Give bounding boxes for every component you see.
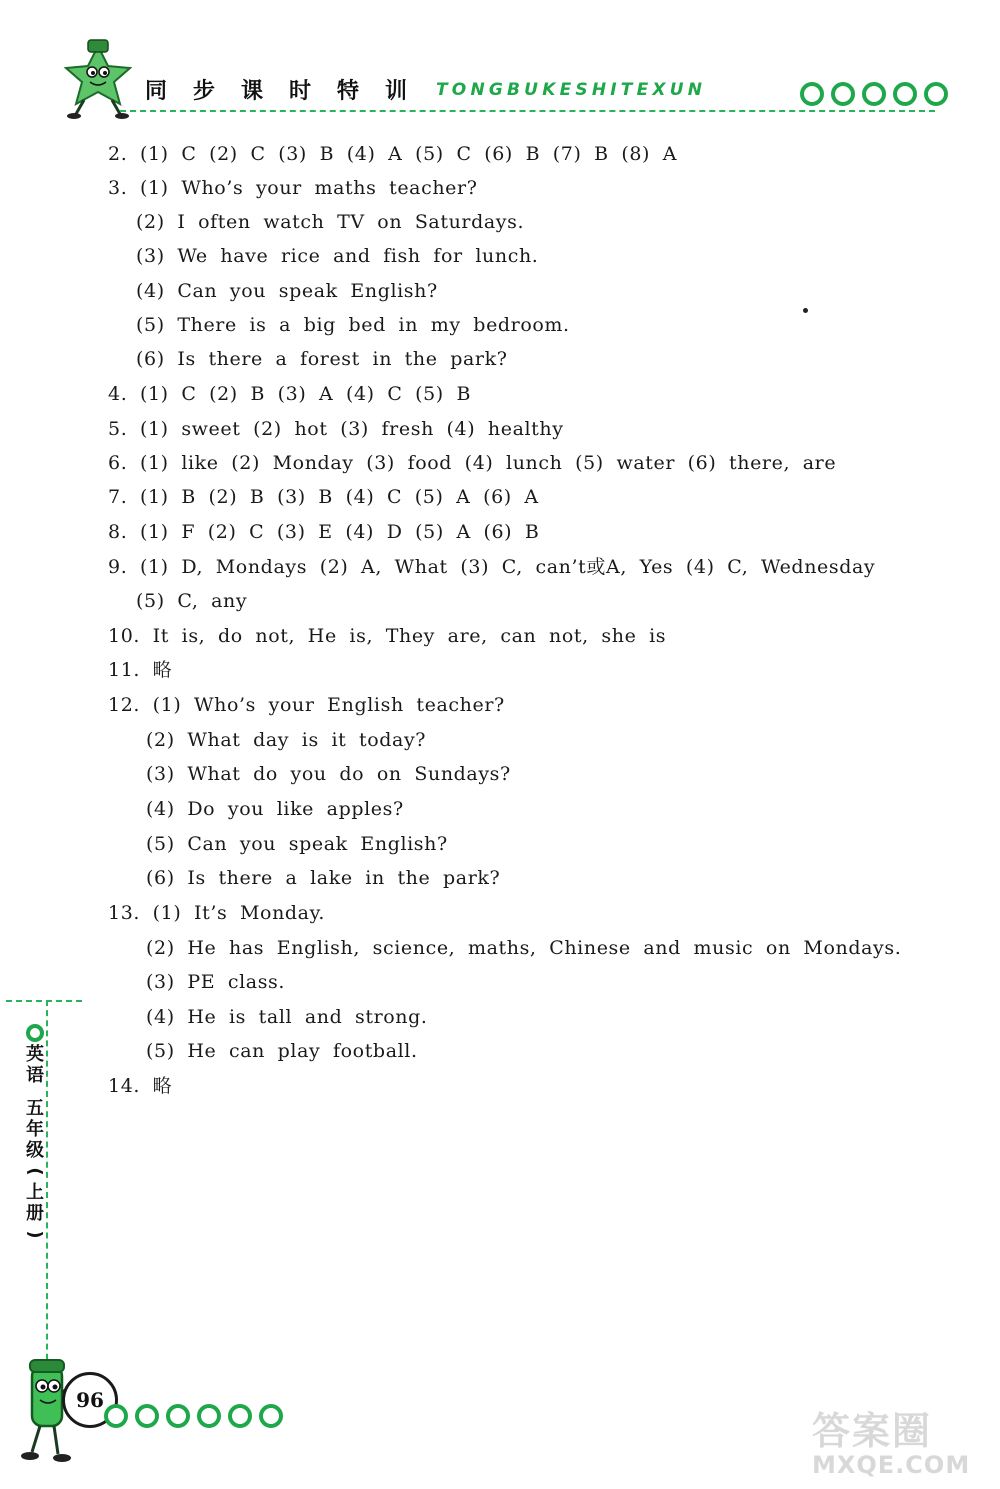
circle-icon [26,1024,44,1042]
page-number: 96 [62,1372,118,1428]
watermark-bottom: MXQE.COM [812,1451,971,1479]
answer-line: (3) We have rice and fish for lunch. [136,245,539,267]
circle-icon [166,1404,190,1428]
answer-line: 14. 略 [108,1075,173,1097]
header-circles [800,82,948,106]
answer-line: 6. (1) like (2) Monday (3) food (4) lunch (5) water (6) there, are [108,452,837,474]
answer-line: (2) He has English, science, maths, Chinese and music on Mondays. [146,937,902,959]
mascot-top-icon [58,38,140,120]
answer-line: (6) Is there a forest in the park? [136,348,508,370]
answer-line: 9. (1) D, Mondays (2) A, What (3) C, can’t或A, Yes (4) C, Wednesday [108,556,876,578]
answer-line: (3) What do you do on Sundays? [146,763,511,785]
answer-line: 7. (1) B (2) B (3) B (4) C (5) A (6) A [108,486,539,508]
answer-line: (4) Do you like apples? [146,798,404,820]
header-divider [120,110,935,112]
answer-line: 11. 略 [108,659,173,681]
watermark [812,1400,992,1480]
circle-icon [800,82,824,106]
answer-line: (2) I often watch TV on Saturdays. [136,211,525,233]
answer-line: 2. (1) C (2) C (3) B (4) A (5) C (6) B (7) B (8) A [108,143,678,165]
watermark-top: 答案圈 [812,1409,933,1453]
stray-dot [803,308,808,313]
footer-circles [104,1404,283,1428]
answer-line: 3. (1) Who’s your maths teacher? [108,177,478,199]
sidebar-grade-char: 年 [26,1119,44,1140]
answer-line: 10. It is, do not, He is, They are, can not, she is [108,625,667,647]
header-title-char: 特 [336,79,359,104]
answer-line: 5. (1) sweet (2) hot (3) fresh (4) healthy [108,418,564,440]
sidebar-grade-char: ) [24,1230,46,1239]
answer-line: (4) Can you speak English? [136,280,438,302]
circle-icon [104,1404,128,1428]
circle-icon [831,82,855,106]
circle-icon [135,1404,159,1428]
answer-line: (3) PE class. [146,971,286,993]
sidebar-grade-char: 册 [26,1203,44,1224]
answer-line: (5) C, any [136,590,248,612]
header-title-char: 时 [288,79,311,104]
sidebar-grade-char: 上 [26,1182,44,1203]
answer-line: 8. (1) F (2) C (3) E (4) D (5) A (6) B [108,521,540,543]
sidebar-grade-char: 五 [26,1098,44,1119]
header-title-char: 训 [384,79,407,104]
circle-icon [893,82,917,106]
answer-line: (2) What day is it today? [146,729,427,751]
circle-icon [197,1404,221,1428]
answer-line: (5) There is a big bed in my bedroom. [136,314,570,336]
header-pinyin: TONGBUKESHITEXUN [436,80,707,100]
sidebar-grade-char: ( [24,1167,46,1176]
answer-line: 13. (1) It’s Monday. [108,902,326,924]
circle-icon [228,1404,252,1428]
header-title-char: 步 [192,79,215,104]
circle-icon [862,82,886,106]
header-title-char: 同 [144,79,167,104]
circle-icon [259,1404,283,1428]
answer-line: (5) Can you speak English? [146,833,448,855]
sidebar-grade-char: 级 [26,1140,44,1161]
answer-line: (6) Is there a lake in the park? [146,867,501,889]
answer-line: (4) He is tall and strong. [146,1006,428,1028]
sidebar-subject-char: 语 [26,1065,44,1086]
sidebar-spacer [22,1086,48,1098]
circle-icon [924,82,948,106]
page-header [0,0,1000,140]
header-title-char: 课 [240,79,263,104]
answer-line: 4. (1) C (2) B (3) A (4) C (5) B [108,383,472,405]
answer-line: (5) He can play football. [146,1040,418,1062]
sidebar-label [22,1044,48,1245]
sidebar-divider [6,1000,82,1002]
header-title [132,74,420,105]
sidebar-subject-char: 英 [26,1044,44,1065]
answer-line: 12. (1) Who’s your English teacher? [108,694,505,716]
